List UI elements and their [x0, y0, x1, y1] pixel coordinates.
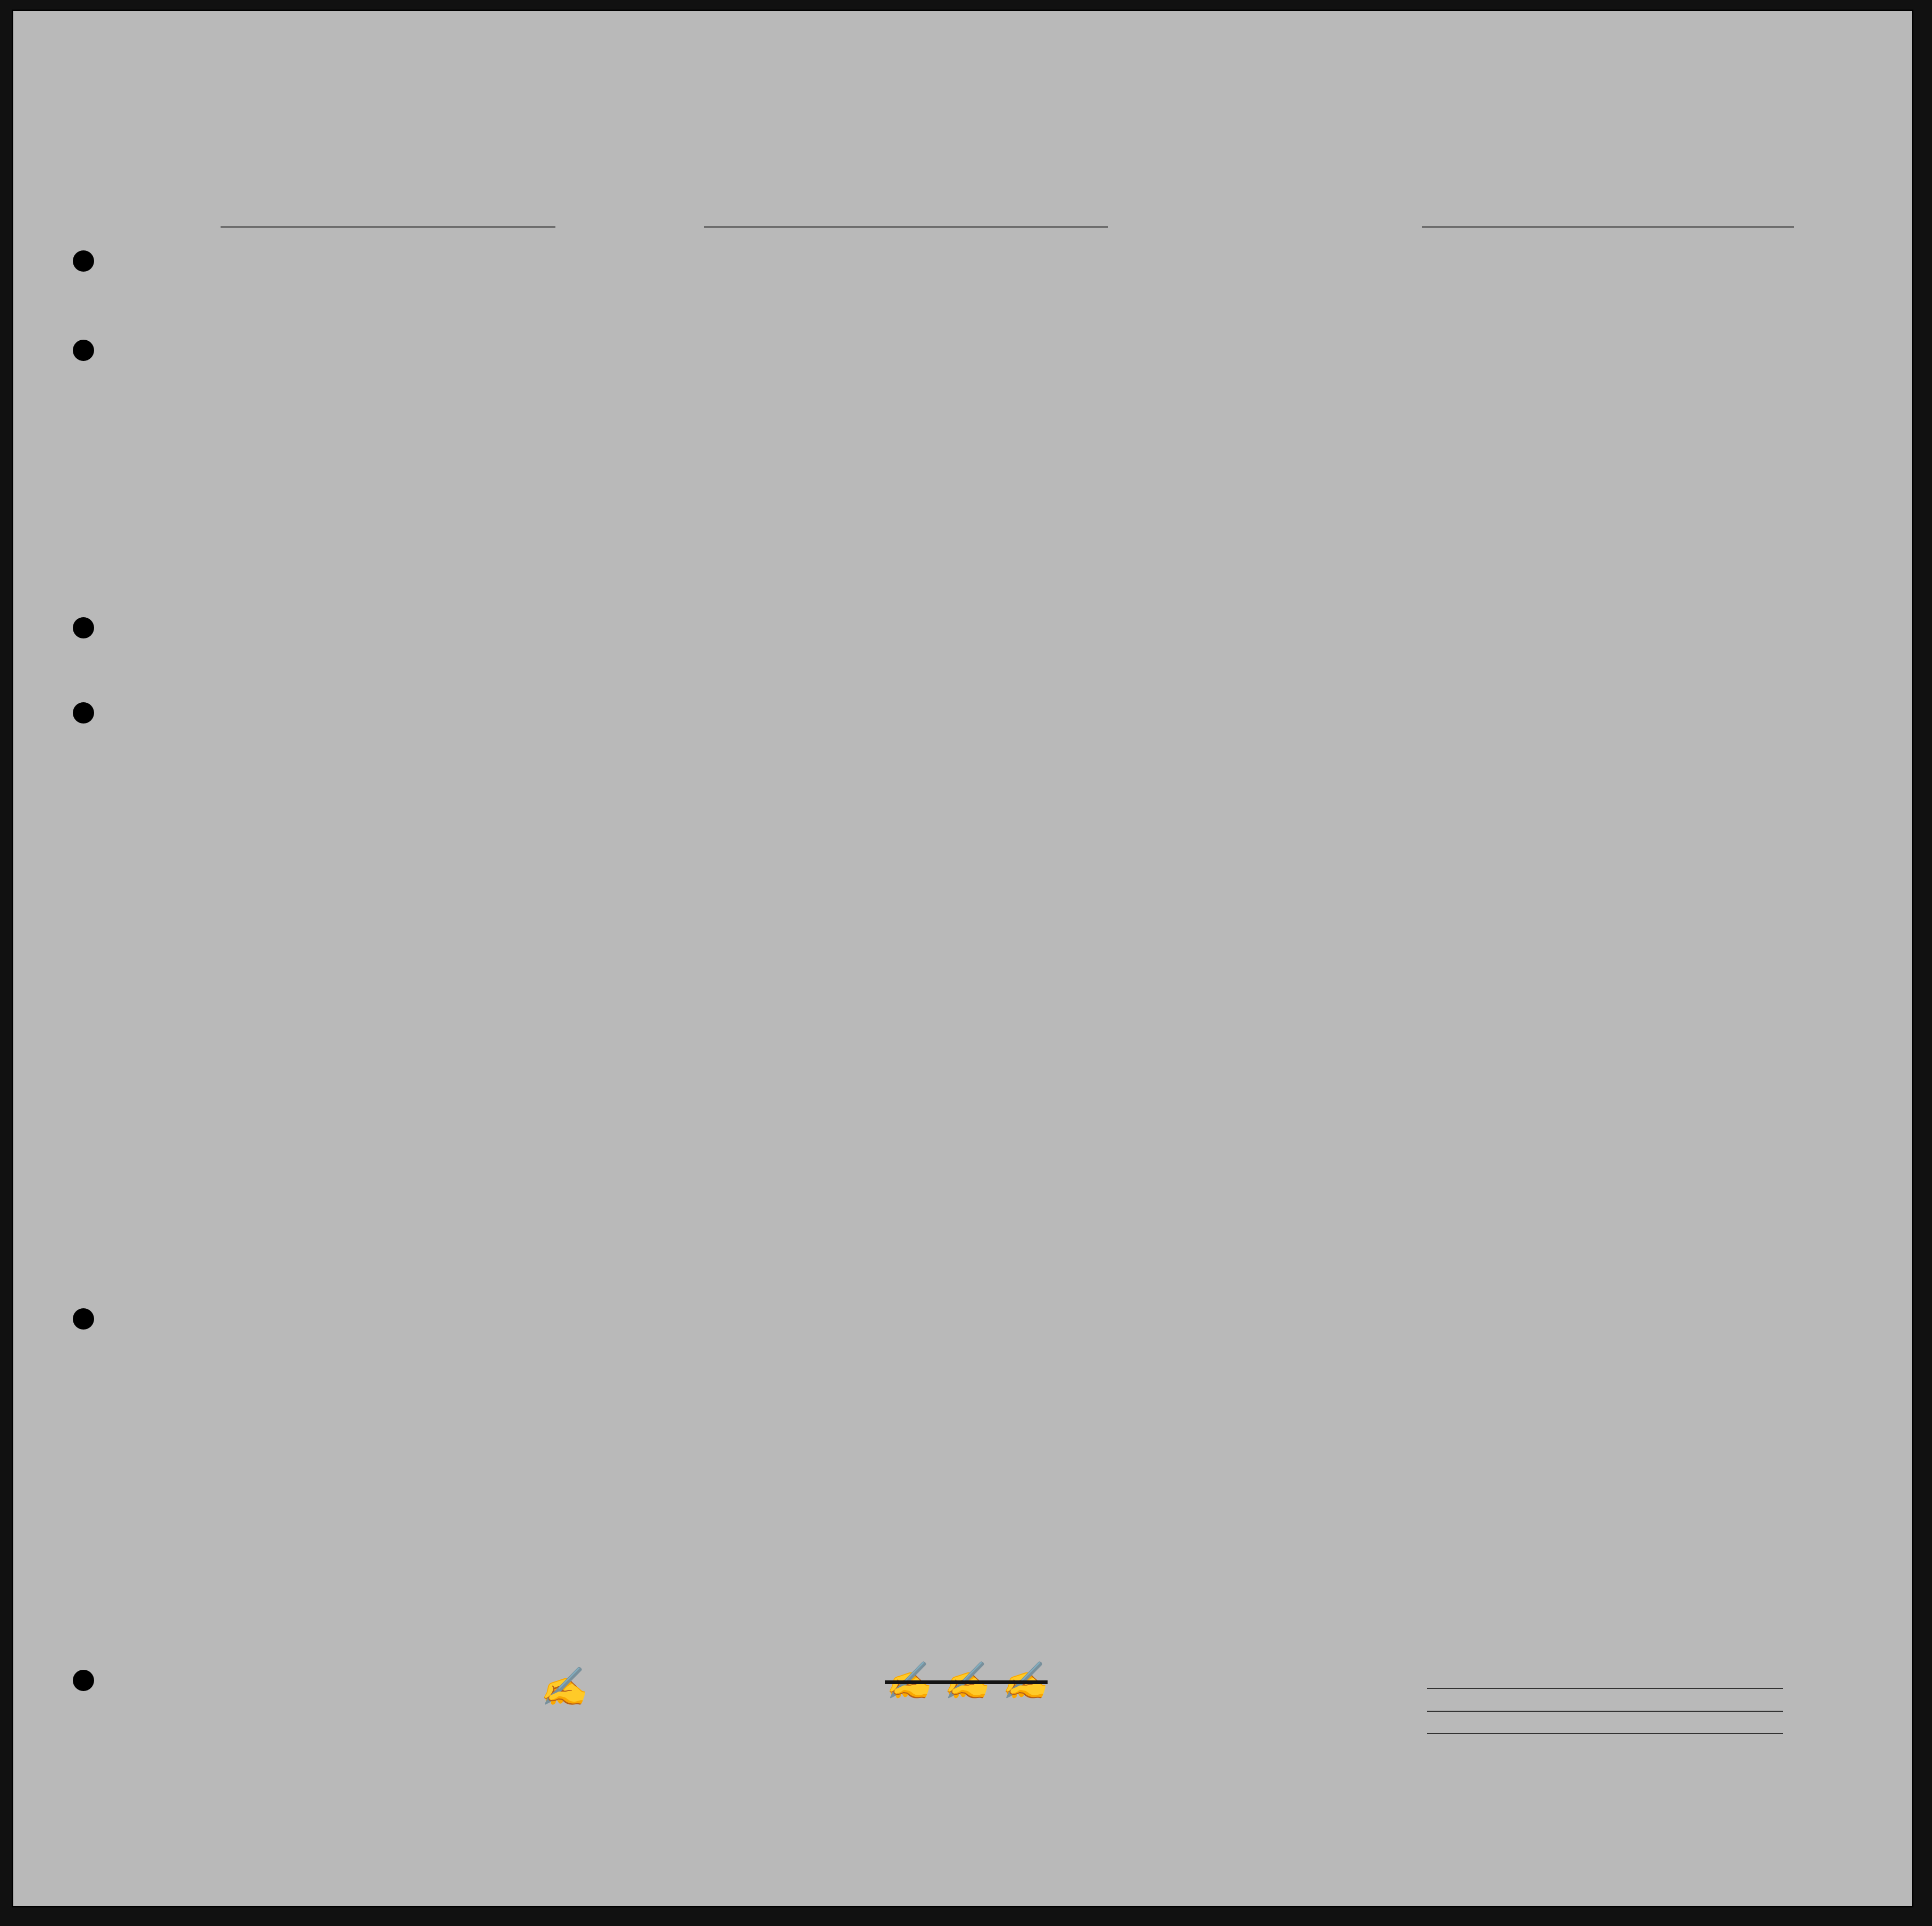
- agents-field: [1422, 1723, 1783, 1738]
- inspector-signature: ✍: [539, 1664, 587, 1709]
- owners-field: [1422, 1701, 1783, 1715]
- binder-hole: [73, 250, 94, 272]
- purser-signature: ✍ ✍ ✍: [885, 1659, 1048, 1703]
- binder-hole: [73, 1308, 94, 1330]
- binder-hole: [73, 617, 94, 638]
- line-field: [1422, 1678, 1783, 1693]
- binder-hole: [73, 340, 94, 361]
- binder-hole: [73, 1670, 94, 1691]
- table-grid: [13, 11, 1913, 1907]
- manifest-sheet: [12, 10, 1913, 1907]
- binder-hole: [73, 702, 94, 724]
